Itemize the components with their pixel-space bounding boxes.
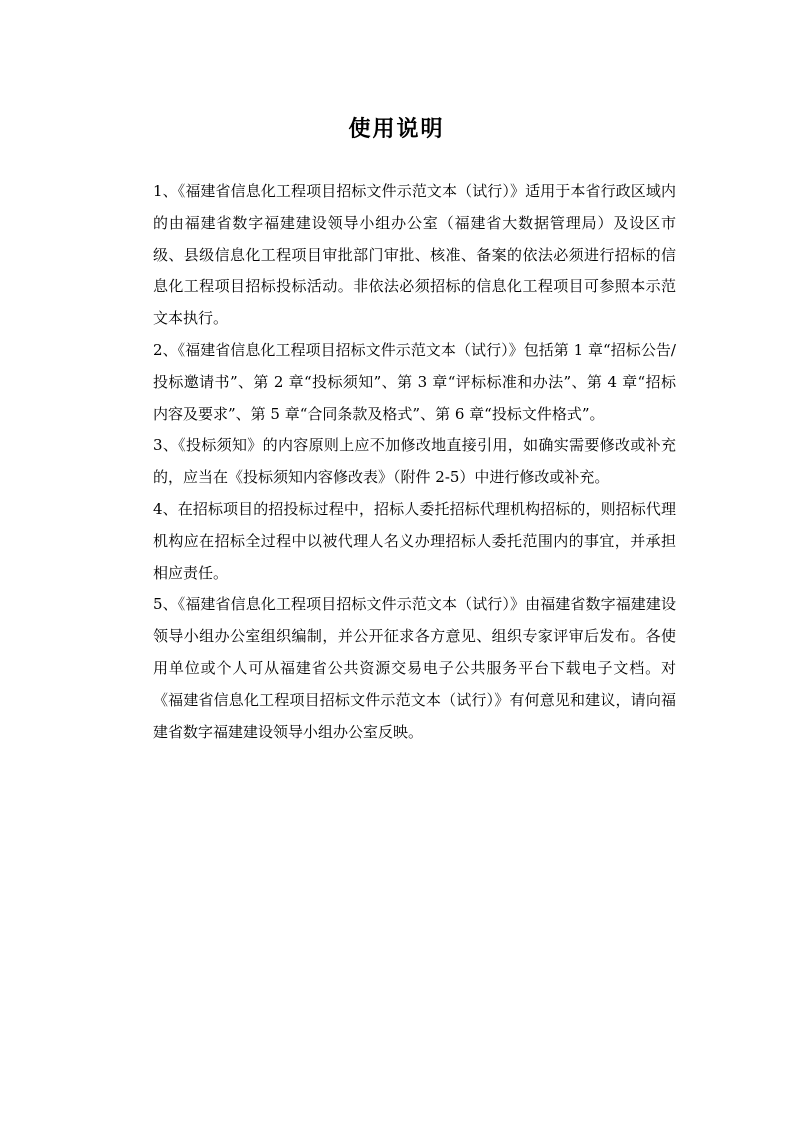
paragraph-1: 1、《福建省信息化工程项目招标文件示范文本（试行）》适用于本省行政区域内的由福建省数字福建建设领导小组办公室（福建省大数据管理局）及设区市级、县级信息化工程项目审批部门审批、核准、备案的依法必须进行招标的信息化工程项目招标投标活动。非依法必须招标的信息化工程项目可参照本示范文本执行。 [153,182,676,328]
paragraph-2: 2、《福建省信息化工程项目招标文件示范文本（试行）》包括第 1 章“招标公告/投标邀请书”、第 2 章“投标须知”、第 3 章“评标标准和办法”、第 4 章“招标内容及要求”、第 5 章“合同条款及格式”、第 6 章“投标文件格式”。 [153,340,676,423]
paragraph-5: 5、《福建省信息化工程项目招标文件示范文本（试行）》由福建省数字福建建设领导小组办公室组织编制，并公开征求各方意见、组织专家评审后发布。各使用单位或个人可从福建省公共资源交易电子公共服务平台下载电子文档。对《福建省信息化工程项目招标文件示范文本（试行）》有何意见和建议，请向福建省数字福建建设领导小组办公室反映。 [153,595,676,741]
paragraph-4: 4、在招标项目的招投标过程中，招标人委托招标代理机构招标的，则招标代理机构应在招标全过程中以被代理人名义办理招标人委托范围内的事宜，并承担相应责任。 [153,499,676,582]
document-body [153,176,676,748]
paragraph-3: 3、《投标须知》的内容原则上应不加修改地直接引用，如确实需要修改或补充的，应当在《投标须知内容修改表》（附件 2-5）中进行修改或补充。 [153,436,676,487]
page-title: 使用说明 [348,117,445,142]
